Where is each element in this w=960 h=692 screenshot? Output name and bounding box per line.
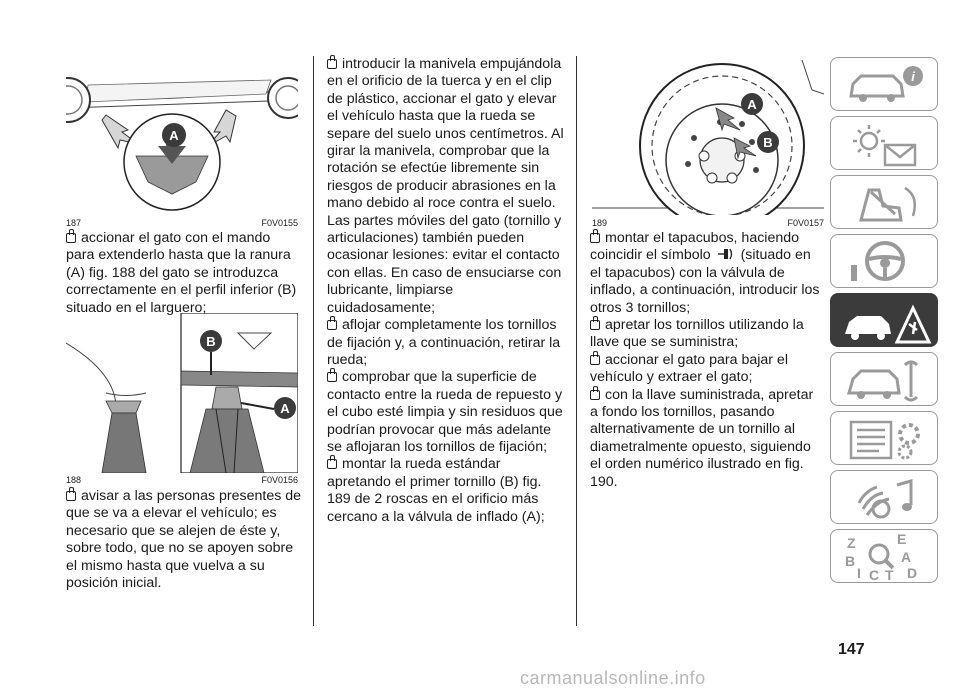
jack-mechanism-illustration bbox=[66, 313, 298, 473]
callout-a: A bbox=[169, 128, 179, 143]
index-icon bbox=[831, 530, 938, 583]
step-icon bbox=[327, 372, 337, 382]
step-item: aflojar completamente los tornillos de fijación y, a continuación, retirar la rueda; bbox=[327, 317, 561, 368]
figure-number: 187 bbox=[66, 218, 82, 228]
car-info-icon bbox=[831, 58, 938, 111]
svg-text:I: I bbox=[857, 565, 861, 581]
figure-code: F0V0157 bbox=[787, 218, 824, 228]
column-3 bbox=[590, 230, 824, 491]
step-icon bbox=[66, 233, 76, 243]
multimedia-icon bbox=[831, 471, 938, 524]
column-1-lower bbox=[66, 488, 302, 592]
step-icon bbox=[327, 59, 337, 69]
step-icon bbox=[590, 233, 600, 243]
step-icon bbox=[327, 459, 337, 469]
step-item: introducir la manivela empujándola en el orificio de la tuerca y en el clip de plástico, accionar el gato y elevar el vehículo hasta que la rueda se separe del suelo unos centímetros. Al girar la manivela, comprobar que la rotación se efectúe libremente sin riesgos de producir abrasiones en la mano debido al roce contra el suelo. Las partes móviles del gato (tornillo y articulaciones) también pueden ocasionar lesiones: evitar el contacto con ellas. En caso de ensuciarse con lubricante, limpiarse cuidadosamente; bbox=[327, 56, 564, 316]
svg-text:D: D bbox=[907, 565, 918, 581]
step-icon bbox=[66, 491, 76, 501]
step-item: con la llave suministrada, apretar a fondo los tornillos, pasando alternativamente de un tornillo al diametralmente opuesto, siguiendo el orden numérico ilustrado en fig. 190. bbox=[590, 386, 814, 490]
callout-a: A bbox=[280, 401, 290, 416]
chapter-tab-warning-lights[interactable] bbox=[830, 116, 938, 170]
seat-safety-icon bbox=[831, 176, 938, 229]
step-icon bbox=[590, 390, 600, 400]
step-item: comprobar que la superficie de contacto entre la rueda de repuesto y el cubo esté limpia y sin residuos que podrían provocar que más adelante se aflojaran los tornillos de fijación; bbox=[327, 369, 563, 455]
page-number: 147 bbox=[838, 641, 865, 658]
technical-data-icon bbox=[831, 412, 938, 465]
step-item: accionar el gato para bajar el vehículo y extraer el gato; bbox=[590, 351, 788, 386]
step-item: apretar los tornillos utilizando la llave que se suministra; bbox=[590, 317, 804, 351]
figure-code: F0V0156 bbox=[261, 475, 298, 485]
wheel-mounting-illustration bbox=[592, 60, 824, 215]
warning-lights-icon bbox=[831, 117, 938, 170]
svg-text:A: A bbox=[901, 549, 912, 565]
maintenance-icon bbox=[831, 353, 938, 406]
chapter-sidebar bbox=[830, 57, 938, 588]
chapter-tab-multimedia[interactable] bbox=[830, 470, 938, 524]
chapter-tab-technical-data[interactable] bbox=[830, 411, 938, 465]
step-icon bbox=[590, 320, 600, 330]
figure-code: F0V0155 bbox=[261, 218, 298, 228]
valve-symbol-icon bbox=[718, 247, 734, 261]
step-item: montar la rueda estándar apretando el primer tornillo (B) fig. 189 de 2 roscas en el orificio más cercano a la válvula de inflado (A); bbox=[327, 456, 545, 525]
watermark: carmanualsonline.info bbox=[520, 668, 706, 688]
svg-text:T: T bbox=[885, 567, 894, 583]
figure-187 bbox=[66, 60, 298, 228]
svg-text:Z: Z bbox=[847, 535, 856, 551]
figure-number: 189 bbox=[592, 218, 608, 228]
emergency-icon bbox=[831, 294, 938, 347]
callout-b: B bbox=[206, 334, 216, 349]
chapter-tab-car-info[interactable] bbox=[830, 57, 938, 111]
chapter-tab-safety[interactable] bbox=[830, 175, 938, 229]
jack-point-illustration bbox=[66, 60, 298, 215]
step-item: accionar el gato con el mando para extenderlo hasta que la ranura (A) fig. 188 del gato se introduzca correctamente en el perfil inferior (B) situado en el larguero; bbox=[66, 230, 297, 316]
figure-189 bbox=[592, 60, 824, 228]
chapter-tab-driving[interactable] bbox=[830, 234, 938, 288]
column-2 bbox=[327, 56, 565, 526]
svg-text:C: C bbox=[869, 567, 880, 583]
step-icon bbox=[590, 355, 600, 365]
figure-188 bbox=[66, 313, 298, 485]
step-item: montar el tapacubos, haciendo coincidir el símbolo (situado en el tapacubos) con la válvula de inflado, a continuación, introducir los otros 3 tornillos; bbox=[590, 230, 820, 316]
svg-text:E: E bbox=[897, 531, 907, 547]
chapter-tab-emergency[interactable] bbox=[830, 293, 938, 347]
callout-b: B bbox=[763, 135, 773, 150]
column-1 bbox=[66, 230, 302, 317]
chapter-tab-index[interactable] bbox=[830, 529, 938, 583]
column-divider bbox=[576, 56, 577, 626]
chapter-tab-maintenance[interactable] bbox=[830, 352, 938, 406]
column-divider bbox=[313, 56, 314, 626]
svg-text:i: i bbox=[911, 69, 915, 84]
step-item: avisar a las personas presentes de que se va a elevar el vehículo; es necesario que se alejen de éste y, sobre todo, que no se apoyen sobre el mismo hasta que vuelva a su posición inicial. bbox=[66, 488, 302, 592]
callout-a: A bbox=[747, 97, 757, 112]
steering-wheel-icon bbox=[831, 235, 938, 288]
figure-number: 188 bbox=[66, 475, 82, 485]
step-icon bbox=[327, 320, 337, 330]
svg-text:B: B bbox=[845, 553, 856, 569]
